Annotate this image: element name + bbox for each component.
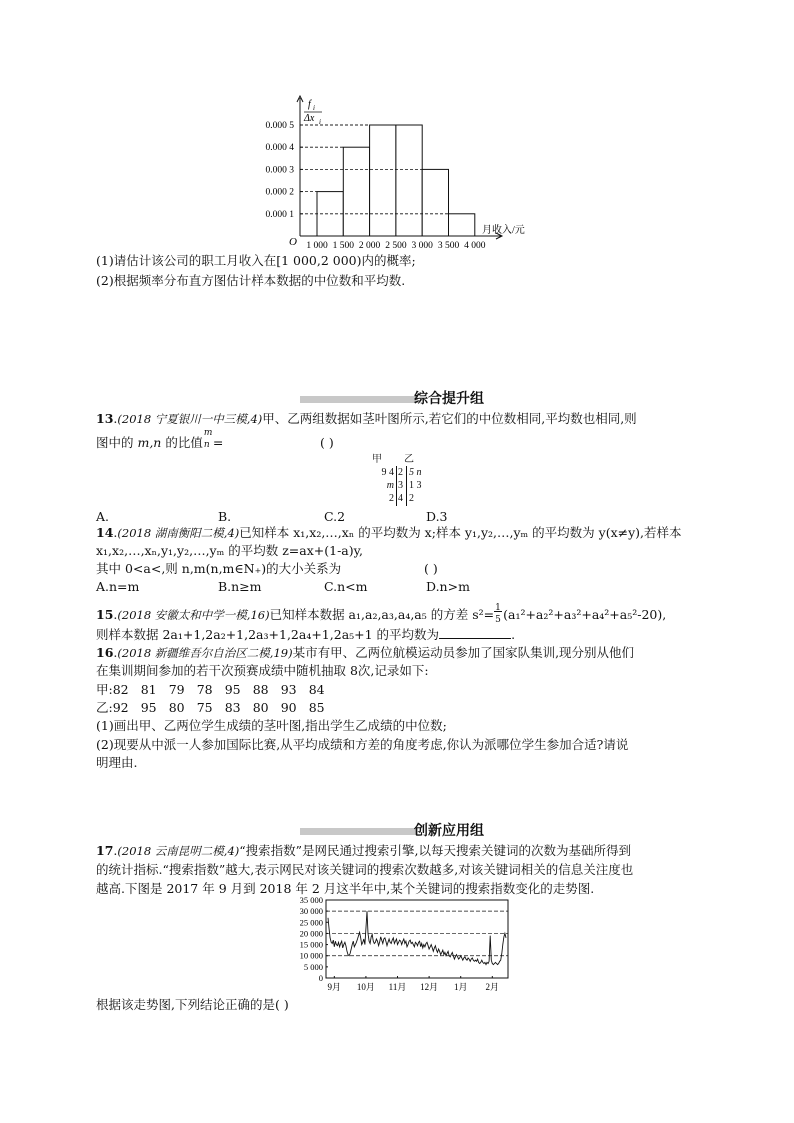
q16-part1: (1)画出甲、乙两位学生成绩的茎叶图,指出学生乙成绩的中位数; [96, 718, 447, 733]
chart-x-tick-label: 9月 [327, 982, 342, 992]
search-index-line [328, 911, 506, 965]
q17-question: 根据该走势图,下列结论正确的是( ) [96, 997, 289, 1012]
x-tick-label: 4 000 [464, 241, 486, 251]
section-title-innovative: 创新应用组 [414, 823, 484, 839]
q14-source: (2018 湖南衡阳二模,4) [117, 526, 240, 540]
q16-yi-scores: 乙:92 95 80 75 83 80 90 85 [96, 700, 325, 715]
q14-number: 14 [96, 525, 114, 540]
q14-line1: 14.(2018 湖南衡阳二模,4)已知样本 x₁,x₂,…,xₙ 的平均数为 x;样本 y₁,y₂,…,yₘ 的平均数为 y(x≠y),若样本 [96, 525, 682, 540]
y-label-top-sub: i [313, 104, 315, 112]
q17-line1: 17.(2018 云南昆明二模,4)“搜索指数”是网民通过搜索引擎,以每天搜索关键词的次数为基础所得到 [96, 843, 632, 858]
x-tick-label: 3 000 [411, 241, 433, 251]
x-tick-label: 1 000 [306, 241, 328, 251]
q15-line1: 15.(2018 安徽太和中学一模,16)已知样本数据 a₁,a₂,a₃,a₄,a₅ 的方差 s²= 1 5 (a₁²+a₂²+a₃²+a₄²+a₅²-20), [96, 603, 667, 625]
q16-part2-line1: (2)现要从中派一人参加国际比赛,从平均成绩和方差的角度考虑,你认为派哪位学生参加合适?请说 [96, 737, 629, 752]
y-label-bottom-sub: i [319, 118, 321, 126]
q15-answer-blank[interactable] [439, 626, 511, 639]
income-histogram [200, 92, 530, 262]
q16-jia-scores: 甲:82 81 79 78 95 88 93 84 [96, 682, 325, 697]
q13-line1: 13.(2018 宁夏银川一中三模,4)甲、乙两组数据如茎叶图所示,若它们的中位数相同,平均数也相同,则 [96, 411, 637, 426]
stem-left-row: 9 4 [381, 467, 394, 478]
stem-header-jia: 甲 [372, 454, 382, 465]
q14-option-c: C.n<m [324, 579, 368, 594]
stem-leaf-plot [366, 454, 436, 508]
q12-part1: (1)请估计该公司的职工月收入在[1 000,2 000)内的概率; [96, 253, 416, 268]
q17-source: (2018 云南昆明二模,4) [117, 844, 240, 858]
chart-y-tick-label: 35 000 [299, 895, 323, 905]
y-label-top: f [308, 99, 311, 110]
q13-line2: 图中的 m,n 的比值 m n = [96, 428, 224, 450]
histogram-bar [343, 147, 369, 236]
search-index-chart [282, 894, 514, 998]
x-tick-label: 3 500 [437, 241, 460, 251]
x-axis-label: 月收入/元 [482, 225, 525, 236]
y-label-bottom: Δx [304, 113, 315, 124]
chart-x-tick-label: 2月 [485, 982, 500, 992]
section-bar [300, 828, 418, 835]
origin-label: O [289, 236, 297, 248]
q13-option-c: C.2 [324, 509, 346, 524]
q17-line2: 的统计指标.“搜索指数”越大,表示网民对该关键词的搜索次数越多,对该关键词相关的信息关注度也 [96, 862, 634, 877]
q15-number: 15 [96, 607, 114, 622]
chart-y-tick-label: 25 000 [299, 917, 323, 928]
q14-option-d: D.n>m [426, 579, 470, 594]
y-tick-label: 0.000 2 [265, 187, 294, 198]
q13-option-b: B. [218, 509, 232, 524]
q16-line1: 16.(2018 新疆维吾尔自治区二模,19)某市有甲、乙两位航模运动员参加了国家队集训,现分别从他们 [96, 645, 635, 660]
histogram-bar [370, 125, 396, 236]
q14-paren: ( ) [424, 561, 438, 576]
y-tick-label: 0.000 3 [265, 165, 294, 176]
q16-line2: 在集训期间参加的若干次预赛成绩中随机抽取 8次,记录如下: [96, 663, 429, 678]
stem-right-row: 2 [409, 493, 414, 504]
q13-fraction: m n [203, 428, 213, 450]
q13-source: (2018 宁夏银川一中三模,4) [117, 412, 263, 426]
stem-value: 3 [398, 480, 403, 491]
q17-number: 17 [96, 843, 114, 858]
histogram-bar [422, 169, 448, 236]
q14-option-b: B.n≥m [218, 579, 262, 594]
chart-y-tick-label: 10 000 [299, 950, 323, 961]
chart-x-tick-label: 11月 [388, 982, 407, 992]
chart-y-tick-label: 15 000 [299, 939, 323, 950]
chart-x-tick-label: 10月 [356, 982, 375, 992]
y-tick-label: 0.000 1 [265, 209, 294, 220]
q16-source: (2018 新疆维吾尔自治区二模,19) [117, 646, 293, 660]
chart-frame [326, 900, 508, 978]
chart-y-tick-label: 5 000 [303, 961, 323, 972]
y-tick-label: 0.000 5 [265, 121, 294, 131]
stem-left-row: m [386, 480, 394, 491]
x-tick-label: 2 000 [358, 241, 381, 251]
q15-line2: 则样本数据 2a₁+1,2a₂+1,2a₃+1,2a₄+1,2a₅+1 的平均数为 . [96, 627, 516, 642]
q13-option-a: A. [96, 509, 110, 524]
chart-y-tick-label: 30 000 [299, 906, 323, 917]
q15-fraction: 1 5 [495, 603, 501, 625]
stem-value: 4 [398, 493, 403, 504]
histogram-bar [449, 214, 475, 236]
chart-x-tick-label: 1月 [453, 982, 468, 992]
x-tick-label: 2 500 [385, 241, 407, 251]
q16-number: 16 [96, 645, 114, 660]
chart-x-tick-label: 12月 [420, 982, 439, 992]
chart-y-tick-label: 20 000 [299, 928, 323, 939]
section-title-comprehensive: 综合提升组 [414, 391, 484, 407]
histogram-bar [396, 125, 422, 236]
x-tick-label: 1 500 [332, 241, 354, 251]
q15-source: (2018 安徽太和中学一模,16) [117, 608, 270, 622]
q14-line3: 其中 0<a<,则 n,m(n,m∈N₊)的大小关系为 [96, 561, 342, 576]
q14-line2: x₁,x₂,…,xₙ,y₁,y₂,…,yₘ 的平均数 z=ax+(1-a)y, [96, 543, 364, 558]
q13-number: 13 [96, 411, 114, 426]
q13-paren: ( ) [320, 435, 334, 450]
section-bar [300, 396, 418, 403]
stem-header-yi: 乙 [404, 454, 414, 465]
y-tick-label: 0.000 4 [265, 143, 294, 154]
stem-left-row: 2 [389, 493, 394, 504]
stem-value: 2 [398, 467, 403, 478]
q17-line3: 越高.下图是 2017 年 9 月到 2018 年 2 月这半年中,某个关键词的搜索指数变化的走势图. [96, 881, 595, 896]
q16-part2-line2: 明理由. [96, 755, 138, 770]
q13-option-d: D.3 [426, 509, 448, 524]
q12-part2: (2)根据频率分布直方图估计样本数据的中位数和平均数. [96, 273, 406, 288]
stem-right-row: 5 n [409, 467, 422, 478]
stem-right-row: 1 3 [409, 480, 422, 491]
chart-y-tick-label: 0 [318, 973, 323, 983]
q14-option-a: A.n=m [96, 579, 140, 594]
